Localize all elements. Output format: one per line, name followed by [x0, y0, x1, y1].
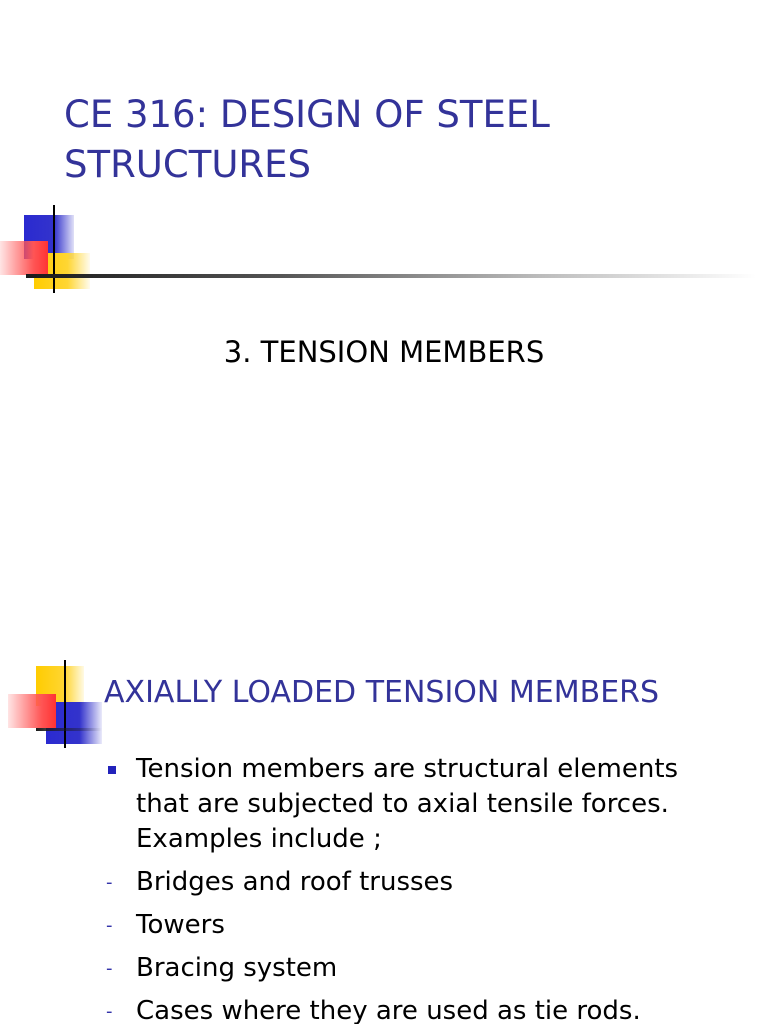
- color-squares-crosshair-icon: [8, 660, 108, 752]
- list-item-text: Towers: [136, 910, 225, 940]
- title-underline: [36, 728, 102, 731]
- list-item: [104, 951, 724, 986]
- list-item-text: Bracing system: [136, 953, 338, 983]
- dash-bullet-icon: -: [106, 1001, 113, 1022]
- list-item-text: Cases where they are used as tie rods.: [136, 996, 641, 1024]
- bullet-list: [104, 752, 724, 1024]
- section-title: AXIALLY LOADED TENSION MEMBERS: [104, 675, 660, 710]
- dash-bullet-icon: -: [106, 915, 113, 936]
- chapter-subtitle: 3. TENSION MEMBERS: [223, 335, 545, 369]
- list-item-text: Tension members are structural elements that are subjected to axial tensile forces. Examples include ;: [136, 754, 679, 854]
- color-squares-crosshair-icon: [0, 205, 110, 295]
- square-bullet-icon: [108, 766, 116, 774]
- slide-content: [0, 576, 768, 1024]
- dash-bullet-icon: -: [106, 872, 113, 893]
- list-item: [104, 865, 724, 900]
- list-item: [104, 752, 724, 857]
- list-item-text: Bridges and roof trusses: [136, 867, 454, 897]
- list-item: [104, 994, 724, 1024]
- course-title: CE 316: DESIGN OF STEEL STRUCTURES: [64, 93, 550, 186]
- title-underline: [26, 274, 756, 278]
- list-item: [104, 908, 724, 943]
- dash-bullet-icon: -: [106, 958, 113, 979]
